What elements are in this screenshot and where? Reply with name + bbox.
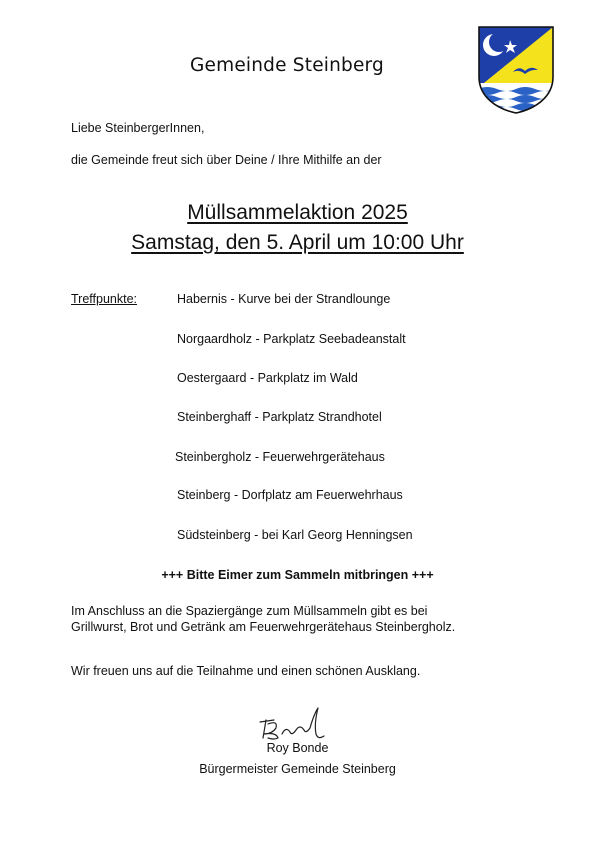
meeting-point: Südsteinberg - bei Karl Georg Henningsen (177, 528, 413, 542)
closing-thanks: Wir freuen uns auf die Teilnahme und einen schönen Ausklang. (71, 664, 421, 678)
greeting: Liebe SteinbergerInnen, (71, 121, 205, 135)
event-name: Müllsammelaktion 2025 (187, 201, 408, 224)
closing-line: Grillwurst, Brot und Getränk am Feuerwehrgerätehaus Steinbergholz. (71, 620, 456, 634)
coat-of-arms-icon (477, 25, 555, 115)
meeting-point: Steinberg - Dorfplatz am Feuerwehrhaus (177, 488, 403, 502)
event-date: Samstag, den 5. April um 10:00 Uhr (131, 231, 464, 254)
bucket-note: +++ Bitte Eimer zum Sammeln mitbringen +++ (161, 568, 434, 582)
meeting-point: Oestergaard - Parkplatz im Wald (177, 371, 358, 385)
intro-text: die Gemeinde freut sich über Deine / Ihre Mithilfe an der (71, 153, 382, 167)
handwritten-signature (252, 700, 347, 746)
meeting-points-label: Treffpunkte: (71, 292, 138, 306)
meeting-point: Steinbergholz - Feuerwehrgerätehaus (175, 450, 385, 464)
signatory-name: Roy Bonde (266, 741, 329, 755)
closing-line: Im Anschluss an die Spaziergänge zum Müllsammeln gibt es bei (71, 604, 428, 618)
meeting-point: Habernis - Kurve bei der Strandlounge (177, 292, 391, 306)
meeting-point: Steinberghaff - Parkplatz Strandhotel (177, 410, 382, 424)
municipality-title: Gemeinde Steinberg (190, 55, 384, 76)
signatory-title: Bürgermeister Gemeinde Steinberg (199, 762, 396, 776)
closing-paragraph (71, 603, 455, 635)
meeting-point: Norgaardholz - Parkplatz Seebadeanstalt (177, 332, 406, 346)
